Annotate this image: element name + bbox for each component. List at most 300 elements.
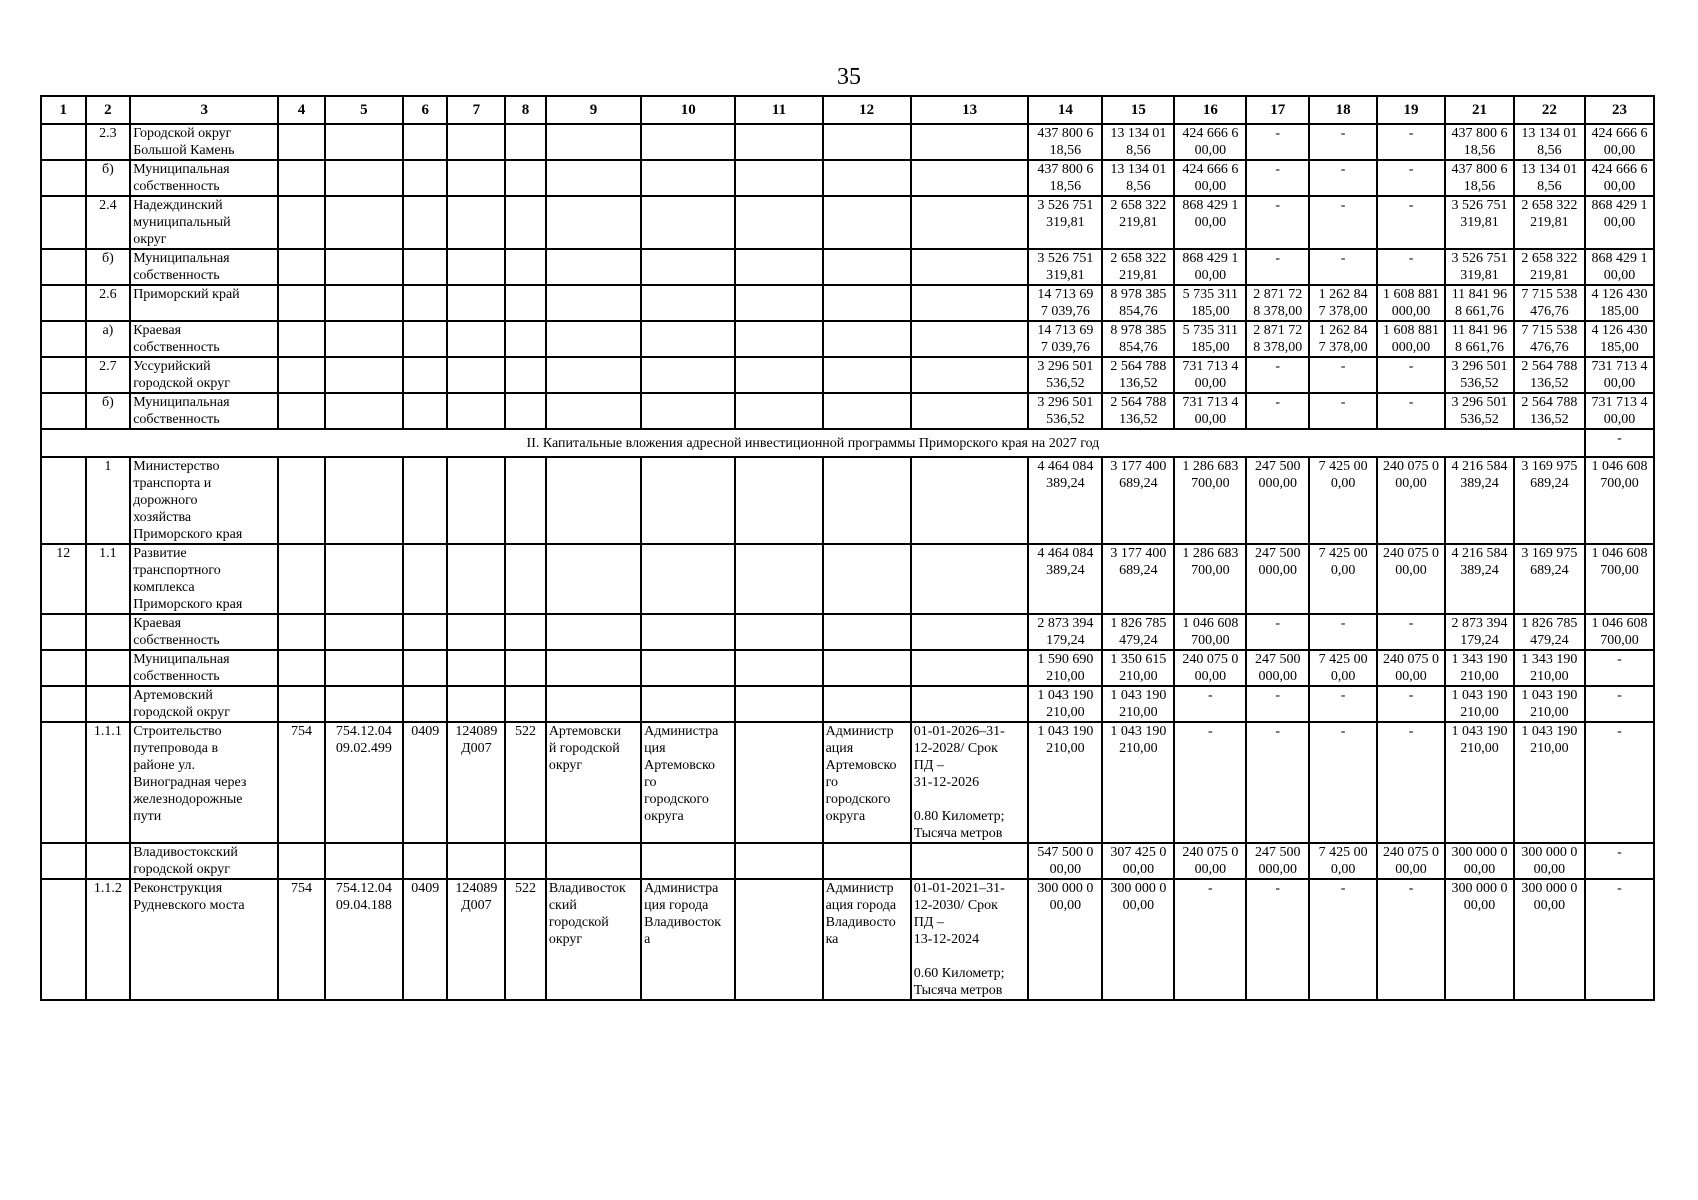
cell-c17: 2 871 72 8 378,00 bbox=[1246, 321, 1309, 357]
cell-c21: 4 216 584 389,24 bbox=[1445, 544, 1514, 614]
cell-c16: - bbox=[1174, 686, 1246, 722]
cell-c21: 3 526 751 319,81 bbox=[1445, 249, 1514, 285]
cell-c21: 3 296 501 536,52 bbox=[1445, 393, 1514, 429]
cell-c17: 247 500 000,00 bbox=[1246, 457, 1309, 544]
cell-c3: Муниципальная собственность bbox=[130, 160, 278, 196]
cell-c12 bbox=[823, 196, 911, 249]
cell-c5 bbox=[325, 544, 403, 614]
cell-c3: Муниципальная собственность bbox=[130, 249, 278, 285]
cell-c19: 1 608 881 000,00 bbox=[1377, 285, 1445, 321]
cell-c17: - bbox=[1246, 686, 1309, 722]
cell-c3: Министерство транспорта и дорожного хозяйства Приморского края bbox=[130, 457, 278, 544]
cell-c21: 437 800 6 18,56 bbox=[1445, 160, 1514, 196]
cell-c7 bbox=[447, 249, 505, 285]
cell-c19: 240 075 0 00,00 bbox=[1377, 843, 1445, 879]
cell-c4 bbox=[278, 357, 325, 393]
cell-c23: - bbox=[1585, 686, 1654, 722]
cell-c14: 14 713 69 7 039,76 bbox=[1028, 285, 1102, 321]
cell-c7: 124089 Д007 bbox=[447, 879, 505, 1000]
column-header: 21 bbox=[1445, 96, 1514, 124]
cell-c8 bbox=[505, 160, 546, 196]
cell-c11 bbox=[735, 650, 822, 686]
cell-c6 bbox=[403, 843, 448, 879]
cell-c22: 2 658 322 219,81 bbox=[1514, 249, 1585, 285]
cell-c10 bbox=[641, 843, 735, 879]
cell-c12 bbox=[823, 544, 911, 614]
cell-c23: 1 046 608 700,00 bbox=[1585, 457, 1654, 544]
cell-c18: 7 425 00 0,00 bbox=[1309, 457, 1377, 544]
cell-c4 bbox=[278, 124, 325, 160]
cell-c17: - bbox=[1246, 722, 1309, 843]
cell-c23: 4 126 430 185,00 bbox=[1585, 285, 1654, 321]
cell-c17: 2 871 72 8 378,00 bbox=[1246, 285, 1309, 321]
cell-c19: 1 608 881 000,00 bbox=[1377, 321, 1445, 357]
cell-c14: 2 873 394 179,24 bbox=[1028, 614, 1102, 650]
cell-c8 bbox=[505, 357, 546, 393]
cell-c10 bbox=[641, 357, 735, 393]
investment-table bbox=[40, 95, 1655, 1001]
cell-c17: - bbox=[1246, 249, 1309, 285]
cell-c9 bbox=[546, 285, 641, 321]
cell-c3: Краевая собственность bbox=[130, 321, 278, 357]
cell-c6 bbox=[403, 249, 448, 285]
cell-c6 bbox=[403, 614, 448, 650]
cell-c5 bbox=[325, 160, 403, 196]
table-row bbox=[41, 124, 1654, 160]
cell-c16: 1 286 683 700,00 bbox=[1174, 457, 1246, 544]
cell-c9 bbox=[546, 457, 641, 544]
cell-c3: Надеждинский муниципальный округ bbox=[130, 196, 278, 249]
cell-c11 bbox=[735, 196, 822, 249]
cell-c11 bbox=[735, 722, 822, 843]
cell-c19: - bbox=[1377, 686, 1445, 722]
cell-c5 bbox=[325, 457, 403, 544]
cell-c6 bbox=[403, 285, 448, 321]
cell-c21: 3 296 501 536,52 bbox=[1445, 357, 1514, 393]
column-header: 17 bbox=[1246, 96, 1309, 124]
cell-c4 bbox=[278, 843, 325, 879]
cell-c18: 1 262 84 7 378,00 bbox=[1309, 285, 1377, 321]
cell-c9: Артемовски й городской округ bbox=[546, 722, 641, 843]
cell-c19: 240 075 0 00,00 bbox=[1377, 457, 1445, 544]
cell-c4 bbox=[278, 614, 325, 650]
cell-c7 bbox=[447, 457, 505, 544]
cell-c1 bbox=[41, 614, 86, 650]
cell-c14: 1 043 190 210,00 bbox=[1028, 722, 1102, 843]
cell-c14: 437 800 6 18,56 bbox=[1028, 160, 1102, 196]
cell-c7: 124089 Д007 bbox=[447, 722, 505, 843]
cell-c12 bbox=[823, 285, 911, 321]
cell-c22: 2 658 322 219,81 bbox=[1514, 196, 1585, 249]
cell-c15: 1 350 615 210,00 bbox=[1102, 650, 1174, 686]
header-row bbox=[41, 96, 1654, 124]
column-header: 7 bbox=[447, 96, 505, 124]
cell-c3: Краевая собственность bbox=[130, 614, 278, 650]
cell-c21: 1 043 190 210,00 bbox=[1445, 686, 1514, 722]
cell-c21: 4 216 584 389,24 bbox=[1445, 457, 1514, 544]
cell-c1 bbox=[41, 285, 86, 321]
cell-c10: Администра ция Артемовско го городского округа bbox=[641, 722, 735, 843]
cell-c22: 13 134 01 8,56 bbox=[1514, 124, 1585, 160]
cell-c16: 868 429 1 00,00 bbox=[1174, 196, 1246, 249]
cell-c2: 2.3 bbox=[86, 124, 131, 160]
cell-c9 bbox=[546, 614, 641, 650]
cell-c21: 3 526 751 319,81 bbox=[1445, 196, 1514, 249]
column-header: 8 bbox=[505, 96, 546, 124]
cell-c7 bbox=[447, 650, 505, 686]
cell-c4 bbox=[278, 393, 325, 429]
cell-c23: - bbox=[1585, 650, 1654, 686]
column-header: 3 bbox=[130, 96, 278, 124]
cell-c22: 1 043 190 210,00 bbox=[1514, 722, 1585, 843]
cell-c15: 2 564 788 136,52 bbox=[1102, 357, 1174, 393]
cell-c3: Развитие транспортного комплекса Приморского края bbox=[130, 544, 278, 614]
cell-c16: 868 429 1 00,00 bbox=[1174, 249, 1246, 285]
cell-c18: 1 262 84 7 378,00 bbox=[1309, 321, 1377, 357]
cell-c1 bbox=[41, 321, 86, 357]
cell-c10 bbox=[641, 285, 735, 321]
cell-c23: 1 046 608 700,00 bbox=[1585, 614, 1654, 650]
cell-c23: 731 713 4 00,00 bbox=[1585, 393, 1654, 429]
cell-c22: 300 000 0 00,00 bbox=[1514, 879, 1585, 1000]
cell-c8 bbox=[505, 393, 546, 429]
cell-c12: Администр ация города Владивосто ка bbox=[823, 879, 911, 1000]
cell-c5 bbox=[325, 124, 403, 160]
cell-c3: Приморский край bbox=[130, 285, 278, 321]
cell-c9 bbox=[546, 196, 641, 249]
cell-c18: 7 425 00 0,00 bbox=[1309, 650, 1377, 686]
column-header: 22 bbox=[1514, 96, 1585, 124]
cell-c11 bbox=[735, 843, 822, 879]
cell-c12 bbox=[823, 393, 911, 429]
cell-c18: - bbox=[1309, 614, 1377, 650]
cell-c17: - bbox=[1246, 614, 1309, 650]
cell-c5: 754.12.04 09.04.188 bbox=[325, 879, 403, 1000]
table-row bbox=[41, 457, 1654, 544]
cell-c18: - bbox=[1309, 124, 1377, 160]
cell-c7 bbox=[447, 196, 505, 249]
cell-c14: 437 800 6 18,56 bbox=[1028, 124, 1102, 160]
cell-c2: б) bbox=[86, 160, 131, 196]
cell-c23: - bbox=[1585, 843, 1654, 879]
cell-c5 bbox=[325, 686, 403, 722]
cell-c1 bbox=[41, 160, 86, 196]
column-header: 19 bbox=[1377, 96, 1445, 124]
cell-c10 bbox=[641, 249, 735, 285]
column-header: 10 bbox=[641, 96, 735, 124]
cell-c11 bbox=[735, 879, 822, 1000]
cell-c12 bbox=[823, 457, 911, 544]
cell-c17: 247 500 000,00 bbox=[1246, 843, 1309, 879]
cell-c15: 1 043 190 210,00 bbox=[1102, 686, 1174, 722]
cell-c5: 754.12.04 09.02.499 bbox=[325, 722, 403, 843]
cell-c21: 300 000 0 00,00 bbox=[1445, 843, 1514, 879]
cell-c2: 1.1 bbox=[86, 544, 131, 614]
cell-c11 bbox=[735, 249, 822, 285]
cell-c23: - bbox=[1585, 879, 1654, 1000]
cell-c17: 247 500 000,00 bbox=[1246, 650, 1309, 686]
cell-c2: 1.1.2 bbox=[86, 879, 131, 1000]
table-row bbox=[41, 722, 1654, 843]
cell-c23: 731 713 4 00,00 bbox=[1585, 357, 1654, 393]
cell-c21: 11 841 96 8 661,76 bbox=[1445, 321, 1514, 357]
cell-c9: Владивосток ский городской округ bbox=[546, 879, 641, 1000]
cell-c17: - bbox=[1246, 196, 1309, 249]
cell-c8 bbox=[505, 544, 546, 614]
column-header: 15 bbox=[1102, 96, 1174, 124]
cell-c8 bbox=[505, 285, 546, 321]
cell-c5 bbox=[325, 650, 403, 686]
cell-c14: 3 296 501 536,52 bbox=[1028, 393, 1102, 429]
cell-c5 bbox=[325, 393, 403, 429]
cell-c3: Городской округ Большой Камень bbox=[130, 124, 278, 160]
cell-c22: 300 000 0 00,00 bbox=[1514, 843, 1585, 879]
cell-c1 bbox=[41, 879, 86, 1000]
cell-c16: 5 735 311 185,00 bbox=[1174, 285, 1246, 321]
cell-c9 bbox=[546, 650, 641, 686]
cell-c3: Реконструкция Рудневского моста bbox=[130, 879, 278, 1000]
cell-c9 bbox=[546, 393, 641, 429]
cell-c12 bbox=[823, 321, 911, 357]
cell-c1 bbox=[41, 393, 86, 429]
column-header: 4 bbox=[278, 96, 325, 124]
cell-c11 bbox=[735, 321, 822, 357]
cell-c13: 01-01-2021–31- 12-2030/ Срок ПД – 13-12-2024 0.60 Километр; Тысяча метров bbox=[911, 879, 1029, 1000]
cell-c19: - bbox=[1377, 357, 1445, 393]
page-number: 35 bbox=[837, 64, 861, 90]
cell-c4 bbox=[278, 321, 325, 357]
cell-c10 bbox=[641, 544, 735, 614]
cell-c15: 1 826 785 479,24 bbox=[1102, 614, 1174, 650]
cell-c6 bbox=[403, 544, 448, 614]
cell-c16: 1 046 608 700,00 bbox=[1174, 614, 1246, 650]
cell-c7 bbox=[447, 393, 505, 429]
cell-c12 bbox=[823, 614, 911, 650]
column-header: 6 bbox=[403, 96, 448, 124]
cell-c21: 1 343 190 210,00 bbox=[1445, 650, 1514, 686]
cell-c2: 1 bbox=[86, 457, 131, 544]
cell-c2 bbox=[86, 843, 131, 879]
cell-c17: - bbox=[1246, 357, 1309, 393]
column-header: 11 bbox=[735, 96, 822, 124]
cell-c16: 731 713 4 00,00 bbox=[1174, 357, 1246, 393]
cell-c5 bbox=[325, 249, 403, 285]
cell-c11 bbox=[735, 393, 822, 429]
cell-c2 bbox=[86, 614, 131, 650]
column-header: 14 bbox=[1028, 96, 1102, 124]
cell-c19: - bbox=[1377, 160, 1445, 196]
column-header: 18 bbox=[1309, 96, 1377, 124]
cell-c7 bbox=[447, 614, 505, 650]
cell-c17: 247 500 000,00 bbox=[1246, 544, 1309, 614]
cell-c13 bbox=[911, 249, 1029, 285]
cell-c3: Муниципальная собственность bbox=[130, 650, 278, 686]
cell-c18: - bbox=[1309, 722, 1377, 843]
cell-c6: 0409 bbox=[403, 879, 448, 1000]
cell-c18: - bbox=[1309, 160, 1377, 196]
cell-c8 bbox=[505, 249, 546, 285]
cell-c11 bbox=[735, 357, 822, 393]
cell-c19: - bbox=[1377, 722, 1445, 843]
cell-c2: б) bbox=[86, 249, 131, 285]
cell-c8 bbox=[505, 457, 546, 544]
cell-c10 bbox=[641, 393, 735, 429]
cell-c10 bbox=[641, 196, 735, 249]
cell-c14: 3 526 751 319,81 bbox=[1028, 196, 1102, 249]
cell-c1 bbox=[41, 457, 86, 544]
cell-c13 bbox=[911, 321, 1029, 357]
cell-c14: 1 043 190 210,00 bbox=[1028, 686, 1102, 722]
cell-c2 bbox=[86, 650, 131, 686]
cell-c12 bbox=[823, 249, 911, 285]
cell-c6 bbox=[403, 124, 448, 160]
cell-c12 bbox=[823, 124, 911, 160]
cell-c23: 868 429 1 00,00 bbox=[1585, 249, 1654, 285]
cell-c16: - bbox=[1174, 722, 1246, 843]
cell-c13 bbox=[911, 544, 1029, 614]
cell-c8 bbox=[505, 843, 546, 879]
cell-c21: 2 873 394 179,24 bbox=[1445, 614, 1514, 650]
cell-c4 bbox=[278, 686, 325, 722]
cell-c1: 12 bbox=[41, 544, 86, 614]
section-row bbox=[41, 429, 1654, 457]
table-row bbox=[41, 843, 1654, 879]
cell-c19: - bbox=[1377, 249, 1445, 285]
cell-c18: 7 425 00 0,00 bbox=[1309, 843, 1377, 879]
cell-c12 bbox=[823, 650, 911, 686]
cell-c13 bbox=[911, 285, 1029, 321]
cell-c2: 2.6 bbox=[86, 285, 131, 321]
cell-c19: 240 075 0 00,00 bbox=[1377, 544, 1445, 614]
cell-c22: 2 564 788 136,52 bbox=[1514, 357, 1585, 393]
cell-c21: 300 000 0 00,00 bbox=[1445, 879, 1514, 1000]
cell-c11 bbox=[735, 686, 822, 722]
cell-c3: Артемовский городской округ bbox=[130, 686, 278, 722]
cell-c15: 13 134 01 8,56 bbox=[1102, 124, 1174, 160]
cell-c6 bbox=[403, 686, 448, 722]
cell-c2: а) bbox=[86, 321, 131, 357]
cell-c1 bbox=[41, 843, 86, 879]
cell-c6 bbox=[403, 457, 448, 544]
cell-c21: 437 800 6 18,56 bbox=[1445, 124, 1514, 160]
cell-c10 bbox=[641, 160, 735, 196]
cell-c7 bbox=[447, 357, 505, 393]
cell-c15: 1 043 190 210,00 bbox=[1102, 722, 1174, 843]
cell-c13 bbox=[911, 196, 1029, 249]
cell-c23: - bbox=[1585, 722, 1654, 843]
cell-c12 bbox=[823, 357, 911, 393]
cell-c6 bbox=[403, 196, 448, 249]
cell-c13 bbox=[911, 160, 1029, 196]
cell-c23: 424 666 6 00,00 bbox=[1585, 160, 1654, 196]
cell-c22: 7 715 538 476,76 bbox=[1514, 321, 1585, 357]
cell-c15: 300 000 0 00,00 bbox=[1102, 879, 1174, 1000]
cell-c9 bbox=[546, 321, 641, 357]
cell-c17: - bbox=[1246, 393, 1309, 429]
table-row bbox=[41, 285, 1654, 321]
cell-c22: 1 826 785 479,24 bbox=[1514, 614, 1585, 650]
cell-c10 bbox=[641, 124, 735, 160]
cell-c15: 3 177 400 689,24 bbox=[1102, 544, 1174, 614]
cell-c22: 3 169 975 689,24 bbox=[1514, 457, 1585, 544]
cell-c1 bbox=[41, 124, 86, 160]
cell-c3: Уссурийский городской округ bbox=[130, 357, 278, 393]
cell-c16: - bbox=[1174, 879, 1246, 1000]
column-header: 13 bbox=[911, 96, 1029, 124]
cell-c15: 8 978 385 854,76 bbox=[1102, 321, 1174, 357]
cell-c12 bbox=[823, 686, 911, 722]
cell-c9 bbox=[546, 249, 641, 285]
cell-c13 bbox=[911, 457, 1029, 544]
column-header: 2 bbox=[86, 96, 131, 124]
cell-c5 bbox=[325, 614, 403, 650]
cell-c19: - bbox=[1377, 196, 1445, 249]
cell-c6 bbox=[403, 650, 448, 686]
table-row bbox=[41, 686, 1654, 722]
cell-c13 bbox=[911, 357, 1029, 393]
cell-c7 bbox=[447, 124, 505, 160]
cell-c16: 424 666 6 00,00 bbox=[1174, 124, 1246, 160]
cell-c22: 7 715 538 476,76 bbox=[1514, 285, 1585, 321]
table-row bbox=[41, 544, 1654, 614]
cell-c16: 731 713 4 00,00 bbox=[1174, 393, 1246, 429]
cell-c6: 0409 bbox=[403, 722, 448, 843]
cell-c21: 1 043 190 210,00 bbox=[1445, 722, 1514, 843]
cell-c10 bbox=[641, 321, 735, 357]
cell-c14: 300 000 0 00,00 bbox=[1028, 879, 1102, 1000]
cell-c2: 1.1.1 bbox=[86, 722, 131, 843]
cell-c14: 14 713 69 7 039,76 bbox=[1028, 321, 1102, 357]
column-header: 16 bbox=[1174, 96, 1246, 124]
cell-c2: 2.4 bbox=[86, 196, 131, 249]
cell-c17: - bbox=[1246, 160, 1309, 196]
cell-c7 bbox=[447, 686, 505, 722]
cell-c16: 1 286 683 700,00 bbox=[1174, 544, 1246, 614]
cell-c13 bbox=[911, 843, 1029, 879]
cell-c16: 240 075 0 00,00 bbox=[1174, 843, 1246, 879]
cell-c18: - bbox=[1309, 196, 1377, 249]
cell-c4 bbox=[278, 457, 325, 544]
cell-c9 bbox=[546, 544, 641, 614]
cell-c9 bbox=[546, 124, 641, 160]
column-header: 23 bbox=[1585, 96, 1654, 124]
table-row bbox=[41, 249, 1654, 285]
cell-c14: 1 590 690 210,00 bbox=[1028, 650, 1102, 686]
cell-c22: 1 343 190 210,00 bbox=[1514, 650, 1585, 686]
cell-c16: 5 735 311 185,00 bbox=[1174, 321, 1246, 357]
cell-c15: 2 658 322 219,81 bbox=[1102, 249, 1174, 285]
cell-c4 bbox=[278, 285, 325, 321]
cell-c17: - bbox=[1246, 879, 1309, 1000]
cell-c19: - bbox=[1377, 393, 1445, 429]
cell-c3: Владивостокский городской округ bbox=[130, 843, 278, 879]
cell-c14: 3 296 501 536,52 bbox=[1028, 357, 1102, 393]
cell-c9 bbox=[546, 357, 641, 393]
cell-c8 bbox=[505, 650, 546, 686]
cell-c19: - bbox=[1377, 124, 1445, 160]
cell-c2: б) bbox=[86, 393, 131, 429]
cell-c10 bbox=[641, 686, 735, 722]
cell-c22: 13 134 01 8,56 bbox=[1514, 160, 1585, 196]
table-row bbox=[41, 321, 1654, 357]
cell-c13 bbox=[911, 614, 1029, 650]
cell-c13 bbox=[911, 124, 1029, 160]
cell-c16: 240 075 0 00,00 bbox=[1174, 650, 1246, 686]
cell-c4 bbox=[278, 249, 325, 285]
cell-c18: - bbox=[1309, 357, 1377, 393]
cell-c23: 1 046 608 700,00 bbox=[1585, 544, 1654, 614]
cell-c7 bbox=[447, 160, 505, 196]
